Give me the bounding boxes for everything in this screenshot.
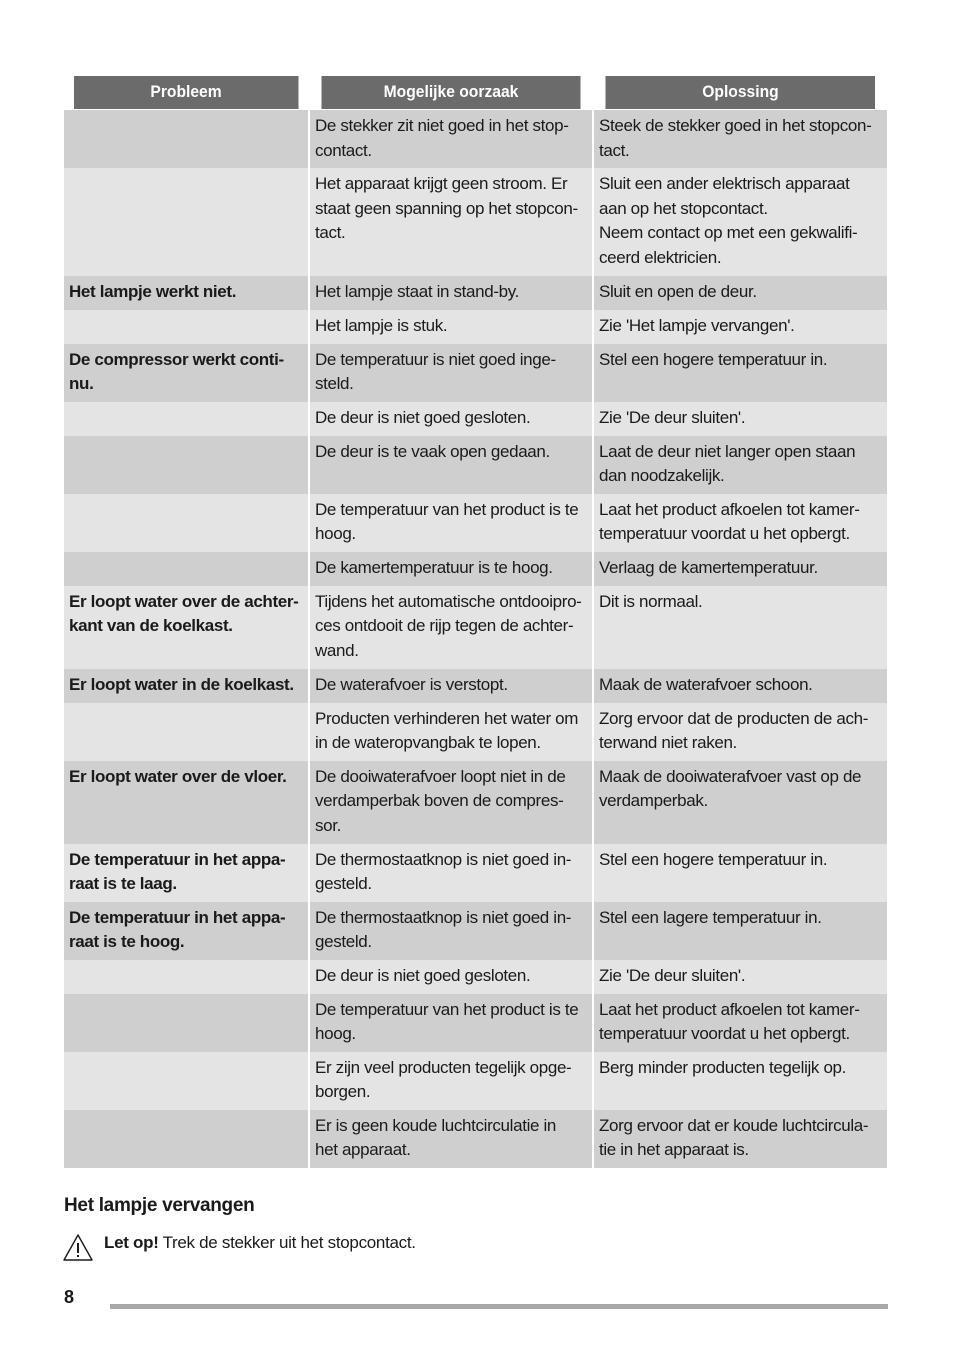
header-solution: Oplossing xyxy=(605,76,875,110)
cause-cell: Het lampje staat in stand-by. xyxy=(309,276,593,310)
table-row xyxy=(64,168,887,276)
warning-note xyxy=(62,1233,416,1263)
solution-cell: Stel een hogere temperatuur in. xyxy=(593,344,887,402)
table-row xyxy=(64,586,887,669)
solution-cell: Zorg ervoor dat er koude luchtcircula- tie in het apparaat is. xyxy=(593,1110,887,1168)
problem-cell: Er loopt water in de koelkast. xyxy=(64,669,309,703)
solution-cell: Stel een lagere temperatuur in. xyxy=(593,902,887,960)
cause-cell: De dooiwaterafvoer loopt niet in de verdamperbak boven de compres- sor. xyxy=(309,761,593,844)
table-row xyxy=(64,994,887,1052)
table-row xyxy=(64,960,887,994)
cause-cell: De deur is te vaak open gedaan. xyxy=(309,436,593,494)
cause-cell: De thermostaatknop is niet goed in- gesteld. xyxy=(309,844,593,902)
table-row xyxy=(64,344,887,402)
warning-label: Let op! xyxy=(104,1233,159,1252)
cause-cell: De deur is niet goed gesloten. xyxy=(309,402,593,436)
table-header-row xyxy=(64,76,887,110)
cause-cell: De stekker zit niet goed in het stop- contact. xyxy=(309,110,593,169)
table-row xyxy=(64,1052,887,1110)
problem-cell: Er loopt water over de vloer. xyxy=(64,761,309,844)
solution-cell: Zorg ervoor dat de producten de ach- terwand niet raken. xyxy=(593,703,887,761)
table-row xyxy=(64,436,887,494)
table-row xyxy=(64,552,887,586)
problem-cell xyxy=(64,494,309,552)
solution-cell: Zie 'Het lampje vervangen'. xyxy=(593,310,887,344)
warning-text: Trek de stekker uit het stopcontact. xyxy=(162,1233,416,1252)
solution-cell: Dit is normaal. xyxy=(593,586,887,669)
cause-cell: Het lampje is stuk. xyxy=(309,310,593,344)
problem-cell xyxy=(64,310,309,344)
footer-rule xyxy=(110,1304,888,1309)
cause-cell: De temperatuur van het product is te hoog. xyxy=(309,494,593,552)
table-row xyxy=(64,110,887,169)
cause-cell: De thermostaatknop is niet goed in- gesteld. xyxy=(309,902,593,960)
table-row xyxy=(64,844,887,902)
problem-cell xyxy=(64,1052,309,1110)
problem-cell xyxy=(64,402,309,436)
table-row xyxy=(64,310,887,344)
table-row xyxy=(64,402,887,436)
cause-cell: De temperatuur is niet goed inge- steld. xyxy=(309,344,593,402)
solution-cell: Maak de waterafvoer schoon. xyxy=(593,669,887,703)
cause-cell: Tijdens het automatische ontdooipro- ces ontdooit de rijp tegen de achter- wand. xyxy=(309,586,593,669)
solution-cell: Zie 'De deur sluiten'. xyxy=(593,402,887,436)
cause-cell: Er is geen koude luchtcirculatie in het apparaat. xyxy=(309,1110,593,1168)
table-row xyxy=(64,669,887,703)
cause-cell: Het apparaat krijgt geen stroom. Er staat geen spanning op het stopcon- tact. xyxy=(309,168,593,276)
solution-cell: Berg minder producten tegelijk op. xyxy=(593,1052,887,1110)
solution-cell: Stel een hogere temperatuur in. xyxy=(593,844,887,902)
header-problem: Probleem xyxy=(74,76,299,110)
table-row xyxy=(64,494,887,552)
cause-cell: Er zijn veel producten tegelijk opge- borgen. xyxy=(309,1052,593,1110)
problem-cell xyxy=(64,552,309,586)
table-row xyxy=(64,902,887,960)
solution-cell: Laat het product afkoelen tot kamer- temperatuur voordat u het opbergt. xyxy=(593,994,887,1052)
problem-cell xyxy=(64,1110,309,1168)
page-number: 8 xyxy=(64,1287,75,1307)
table-body xyxy=(64,110,887,1168)
cause-cell: De waterafvoer is verstopt. xyxy=(309,669,593,703)
table-row xyxy=(64,276,887,310)
solution-cell: Zie 'De deur sluiten'. xyxy=(593,960,887,994)
problem-cell xyxy=(64,994,309,1052)
table-row xyxy=(64,761,887,844)
cause-cell: Producten verhinderen het water om in de wateropvangbak te lopen. xyxy=(309,703,593,761)
problem-cell xyxy=(64,703,309,761)
problem-cell xyxy=(64,960,309,994)
solution-cell: Sluit en open de deur. xyxy=(593,276,887,310)
solution-cell: Verlaag de kamertemperatuur. xyxy=(593,552,887,586)
problem-cell: De temperatuur in het appa- raat is te hoog. xyxy=(64,902,309,960)
header-cause: Mogelijke oorzaak xyxy=(320,76,581,110)
cause-cell: De temperatuur van het product is te hoog. xyxy=(309,994,593,1052)
solution-cell: Laat de deur niet langer open staan dan noodzakelijk. xyxy=(593,436,887,494)
solution-cell: Steek de stekker goed in het stopcon- tact. xyxy=(593,110,887,169)
problem-cell: Er loopt water over de achter- kant van de koelkast. xyxy=(64,586,309,669)
solution-cell: Laat het product afkoelen tot kamer- temperatuur voordat u het opbergt. xyxy=(593,494,887,552)
problem-cell: De temperatuur in het appa- raat is te laag. xyxy=(64,844,309,902)
problem-cell: De compressor werkt conti- nu. xyxy=(64,344,309,402)
solution-cell: Sluit een ander elektrisch apparaat aan op het stopcontact. Neem contact op met een gekwalifi- ceerd elektricien. xyxy=(593,168,887,276)
warning-triangle-icon xyxy=(62,1233,94,1263)
problem-cell: Het lampje werkt niet. xyxy=(64,276,309,310)
cause-cell: De deur is niet goed gesloten. xyxy=(309,960,593,994)
troubleshooting-table xyxy=(64,76,887,1168)
solution-cell: Maak de dooiwaterafvoer vast op de verdamperbak. xyxy=(593,761,887,844)
problem-cell xyxy=(64,110,309,169)
problem-cell xyxy=(64,168,309,276)
table-row xyxy=(64,703,887,761)
cause-cell: De kamertemperatuur is te hoog. xyxy=(309,552,593,586)
table-row xyxy=(64,1110,887,1168)
problem-cell xyxy=(64,436,309,494)
section-title: Het lampje vervangen xyxy=(64,1195,255,1216)
